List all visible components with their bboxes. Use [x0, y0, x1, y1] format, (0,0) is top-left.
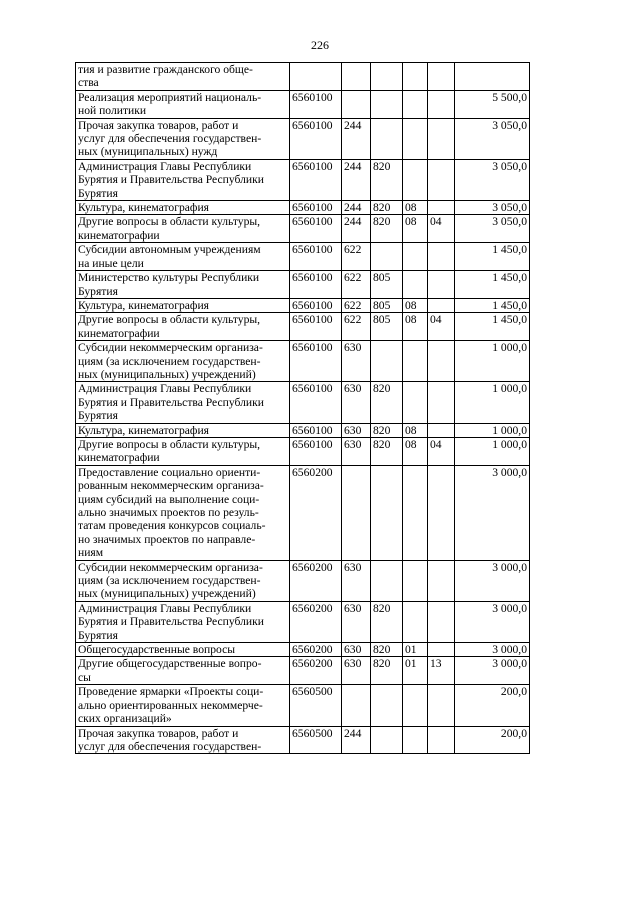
expense-type-code-cell	[342, 465, 371, 560]
subsection-code-cell	[428, 118, 455, 159]
target-article-code-cell: 6560100	[290, 118, 342, 159]
target-article-code-cell: 6560100	[290, 271, 342, 299]
table-row	[76, 298, 530, 312]
section-code-cell	[403, 382, 428, 423]
amount-cell: 1 450,0	[455, 298, 530, 312]
table-row	[76, 159, 530, 200]
administrator-code-cell: 820	[371, 601, 403, 642]
expense-type-code-cell: 630	[342, 341, 371, 382]
administrator-code-cell	[371, 90, 403, 118]
amount-cell: 3 050,0	[455, 201, 530, 215]
section-code-cell	[403, 90, 428, 118]
target-article-code-cell: 6560200	[290, 465, 342, 560]
subsection-code-cell: 13	[428, 657, 455, 685]
subsection-code-cell	[428, 159, 455, 200]
table-row	[76, 685, 530, 726]
section-code-cell: 08	[403, 201, 428, 215]
target-article-code-cell: 6560100	[290, 437, 342, 465]
section-code-cell	[403, 465, 428, 560]
target-article-code-cell: 6560200	[290, 643, 342, 657]
target-article-code-cell: 6560200	[290, 560, 342, 601]
table-row	[76, 601, 530, 642]
administrator-code-cell	[371, 726, 403, 754]
expense-type-code-cell: 622	[342, 313, 371, 341]
section-code-cell	[403, 560, 428, 601]
administrator-code-cell	[371, 465, 403, 560]
item-name-cell: тия и развитие гражданского обще- ства	[76, 63, 290, 91]
expense-type-code-cell	[342, 685, 371, 726]
amount-cell: 3 000,0	[455, 465, 530, 560]
target-article-code-cell: 6560100	[290, 201, 342, 215]
amount-cell: 200,0	[455, 726, 530, 754]
expense-type-code-cell	[342, 90, 371, 118]
budget-table	[75, 62, 530, 754]
amount-cell: 5 500,0	[455, 90, 530, 118]
table-row	[76, 201, 530, 215]
expense-type-code-cell: 630	[342, 423, 371, 437]
target-article-code-cell: 6560500	[290, 726, 342, 754]
section-code-cell	[403, 118, 428, 159]
item-name-cell: Общегосударственные вопросы	[76, 643, 290, 657]
section-code-cell	[403, 601, 428, 642]
table-row	[76, 437, 530, 465]
target-article-code-cell: 6560100	[290, 90, 342, 118]
item-name-cell: Культура, кинематография	[76, 298, 290, 312]
expense-type-code-cell	[342, 63, 371, 91]
target-article-code-cell: 6560100	[290, 215, 342, 243]
item-name-cell: Другие вопросы в области культуры, кинематографии	[76, 437, 290, 465]
administrator-code-cell: 820	[371, 643, 403, 657]
section-code-cell	[403, 63, 428, 91]
section-code-cell: 01	[403, 657, 428, 685]
amount-cell: 1 000,0	[455, 382, 530, 423]
item-name-cell: Субсидии автономным учреждениям на иные цели	[76, 243, 290, 271]
amount-cell: 1 000,0	[455, 423, 530, 437]
subsection-code-cell	[428, 726, 455, 754]
administrator-code-cell: 820	[371, 201, 403, 215]
item-name-cell: Другие вопросы в области культуры, кинематографии	[76, 313, 290, 341]
subsection-code-cell	[428, 201, 455, 215]
expense-type-code-cell: 244	[342, 215, 371, 243]
table-row	[76, 90, 530, 118]
item-name-cell: Культура, кинематография	[76, 201, 290, 215]
subsection-code-cell	[428, 560, 455, 601]
target-article-code-cell: 6560100	[290, 341, 342, 382]
table-row	[76, 118, 530, 159]
section-code-cell: 08	[403, 298, 428, 312]
administrator-code-cell	[371, 118, 403, 159]
subsection-code-cell: 04	[428, 437, 455, 465]
subsection-code-cell	[428, 423, 455, 437]
section-code-cell	[403, 271, 428, 299]
item-name-cell: Другие вопросы в области культуры, кинематографии	[76, 215, 290, 243]
subsection-code-cell	[428, 243, 455, 271]
amount-cell: 1 450,0	[455, 271, 530, 299]
subsection-code-cell	[428, 298, 455, 312]
administrator-code-cell: 805	[371, 271, 403, 299]
expense-type-code-cell: 630	[342, 643, 371, 657]
section-code-cell	[403, 341, 428, 382]
expense-type-code-cell: 630	[342, 437, 371, 465]
table-row	[76, 63, 530, 91]
amount-cell: 1 450,0	[455, 313, 530, 341]
administrator-code-cell: 805	[371, 313, 403, 341]
section-code-cell	[403, 159, 428, 200]
item-name-cell: Прочая закупка товаров, работ и услуг для обеспечения государствен- ных (муниципальных) нужд	[76, 118, 290, 159]
section-code-cell: 01	[403, 643, 428, 657]
administrator-code-cell	[371, 560, 403, 601]
table-row	[76, 657, 530, 685]
section-code-cell	[403, 685, 428, 726]
table-row	[76, 382, 530, 423]
item-name-cell: Проведение ярмарки «Проекты соци- ально ориентированных некоммерче- ских организаций»	[76, 685, 290, 726]
subsection-code-cell	[428, 341, 455, 382]
target-article-code-cell: 6560100	[290, 382, 342, 423]
target-article-code-cell: 6560500	[290, 685, 342, 726]
amount-cell: 3 000,0	[455, 643, 530, 657]
amount-cell: 3 050,0	[455, 159, 530, 200]
section-code-cell	[403, 243, 428, 271]
administrator-code-cell: 820	[371, 423, 403, 437]
subsection-code-cell	[428, 643, 455, 657]
target-article-code-cell: 6560100	[290, 298, 342, 312]
administrator-code-cell: 820	[371, 159, 403, 200]
administrator-code-cell	[371, 243, 403, 271]
table-row	[76, 465, 530, 560]
target-article-code-cell: 6560100	[290, 313, 342, 341]
page-number: 226	[311, 38, 329, 52]
subsection-code-cell	[428, 90, 455, 118]
amount-cell: 200,0	[455, 685, 530, 726]
administrator-code-cell: 820	[371, 657, 403, 685]
amount-cell: 1 000,0	[455, 341, 530, 382]
section-code-cell: 08	[403, 313, 428, 341]
subsection-code-cell	[428, 465, 455, 560]
amount-cell: 3 000,0	[455, 560, 530, 601]
expense-type-code-cell: 244	[342, 159, 371, 200]
subsection-code-cell: 04	[428, 215, 455, 243]
administrator-code-cell	[371, 685, 403, 726]
table-row	[76, 313, 530, 341]
item-name-cell: Субсидии некоммерческим организа- циям (за исключением государствен- ных (муниципальных) учреждений)	[76, 560, 290, 601]
target-article-code-cell: 6560200	[290, 601, 342, 642]
subsection-code-cell: 04	[428, 313, 455, 341]
item-name-cell: Министерство культуры Республики Бурятия	[76, 271, 290, 299]
table-row	[76, 271, 530, 299]
administrator-code-cell	[371, 63, 403, 91]
item-name-cell: Субсидии некоммерческим организа- циям (за исключением государствен- ных (муниципальных) учреждений)	[76, 341, 290, 382]
budget-table-body	[76, 63, 530, 754]
amount-cell: 1 000,0	[455, 437, 530, 465]
expense-type-code-cell: 622	[342, 271, 371, 299]
expense-type-code-cell: 244	[342, 201, 371, 215]
section-code-cell: 08	[403, 437, 428, 465]
table-row	[76, 243, 530, 271]
expense-type-code-cell: 622	[342, 298, 371, 312]
section-code-cell	[403, 726, 428, 754]
item-name-cell: Администрация Главы Республики Бурятия и Правительства Республики Бурятия	[76, 601, 290, 642]
table-row	[76, 423, 530, 437]
administrator-code-cell: 820	[371, 437, 403, 465]
item-name-cell: Культура, кинематография	[76, 423, 290, 437]
item-name-cell: Прочая закупка товаров, работ и услуг для обеспечения государствен-	[76, 726, 290, 754]
administrator-code-cell: 820	[371, 215, 403, 243]
table-row	[76, 341, 530, 382]
subsection-code-cell	[428, 271, 455, 299]
section-code-cell: 08	[403, 423, 428, 437]
amount-cell: 3 050,0	[455, 215, 530, 243]
table-row	[76, 560, 530, 601]
amount-cell: 3 050,0	[455, 118, 530, 159]
expense-type-code-cell: 630	[342, 560, 371, 601]
expense-type-code-cell: 244	[342, 726, 371, 754]
amount-cell	[455, 63, 530, 91]
target-article-code-cell	[290, 63, 342, 91]
expense-type-code-cell: 244	[342, 118, 371, 159]
expense-type-code-cell: 622	[342, 243, 371, 271]
table-row	[76, 643, 530, 657]
expense-type-code-cell: 630	[342, 601, 371, 642]
item-name-cell: Администрация Главы Республики Бурятия и Правительства Республики Бурятия	[76, 382, 290, 423]
target-article-code-cell: 6560200	[290, 657, 342, 685]
target-article-code-cell: 6560100	[290, 423, 342, 437]
administrator-code-cell: 805	[371, 298, 403, 312]
item-name-cell: Предоставление социально ориенти- рованным некоммерческим организа- циям субсидий на выполнение соци- ально значимых проектов по резуль- татам проведения конкурсов социаль- но значимых проектов по направле- ниям	[76, 465, 290, 560]
amount-cell: 1 450,0	[455, 243, 530, 271]
section-code-cell: 08	[403, 215, 428, 243]
subsection-code-cell	[428, 601, 455, 642]
expense-type-code-cell: 630	[342, 382, 371, 423]
amount-cell: 3 000,0	[455, 657, 530, 685]
subsection-code-cell	[428, 685, 455, 726]
item-name-cell: Администрация Главы Республики Бурятия и Правительства Республики Бурятия	[76, 159, 290, 200]
administrator-code-cell	[371, 341, 403, 382]
table-row	[76, 215, 530, 243]
expense-type-code-cell: 630	[342, 657, 371, 685]
target-article-code-cell: 6560100	[290, 159, 342, 200]
target-article-code-cell: 6560100	[290, 243, 342, 271]
subsection-code-cell	[428, 63, 455, 91]
item-name-cell: Другие общегосударственные вопро- сы	[76, 657, 290, 685]
subsection-code-cell	[428, 382, 455, 423]
amount-cell: 3 000,0	[455, 601, 530, 642]
administrator-code-cell: 820	[371, 382, 403, 423]
item-name-cell: Реализация мероприятий националь- ной политики	[76, 90, 290, 118]
table-row	[76, 726, 530, 754]
